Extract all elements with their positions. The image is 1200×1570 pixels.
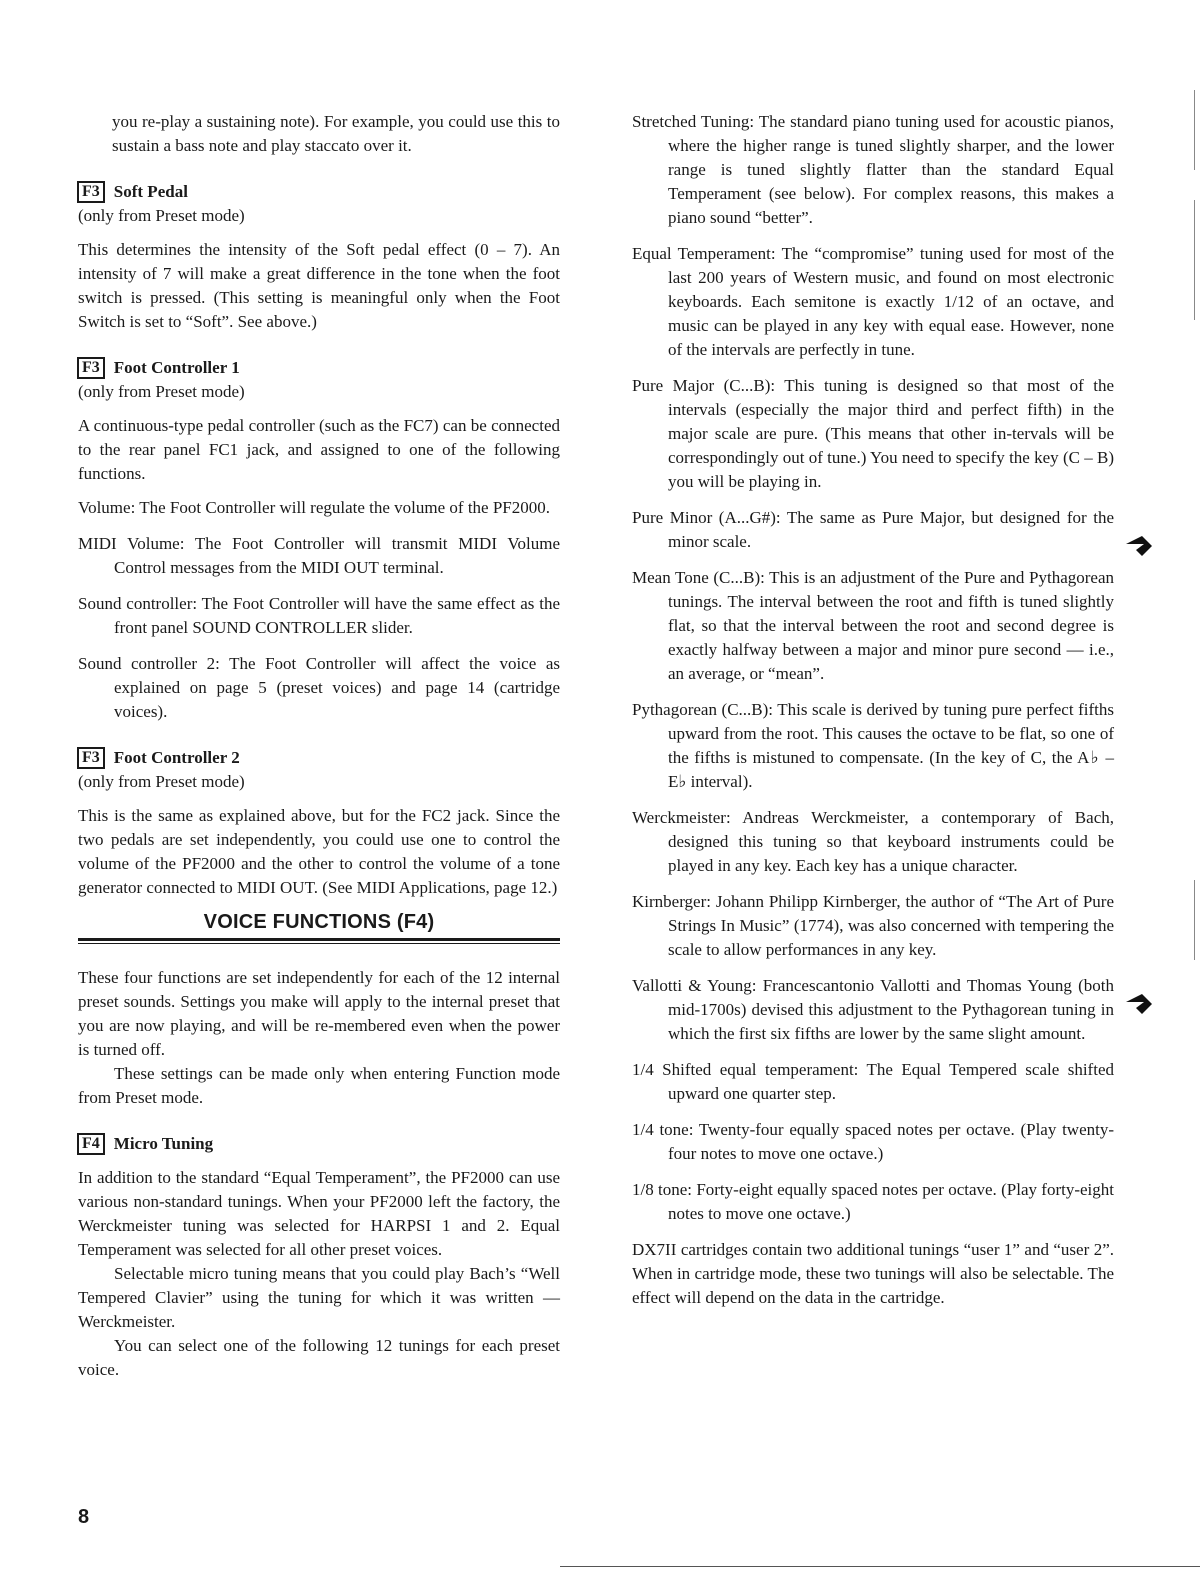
function-key-badge: F3: [78, 358, 104, 378]
section-heading-title: Soft Pedal: [113, 182, 188, 201]
function-key-badge: F3: [78, 182, 104, 202]
arrow-icon: [1124, 990, 1154, 1020]
scan-edge-mark: [1194, 90, 1195, 170]
foot-controller-1-heading: [78, 356, 560, 380]
micro-tuning-heading: [78, 1132, 560, 1156]
definition-item: Sound controller: The Foot Controller will have the same effect as the front panel SOUND CONTROLLER slider.: [78, 594, 560, 637]
tuning-item: Pythagorean (C...B): This scale is derived by tuning pure perfect fifths upward from the root. This causes the octave to be flat, so one of the fifths is mistuned to compensate. (In the key of C, the A♭ – E♭ interval).: [632, 700, 1114, 791]
mode-note: (only from Preset mode): [78, 382, 245, 401]
tuning-item: Kirnberger: Johann Philipp Kirnberger, the author of “The Art of Pure Strings In Music” (1774), was also concerned with tempering the scale to allow performances in any key.: [632, 892, 1114, 959]
arrow-icon: [1124, 532, 1154, 562]
tuning-item: Equal Temperament: The “compromise” tuning used for most of the last 200 years of Western music, and found on most electronic keyboards. Each semitone is exactly 1/12 of an octave, and music can be played in any key with equal ease. However, none of the intervals are perfectly in tune.: [632, 244, 1114, 359]
definition-item: Volume: The Foot Controller will regulate the volume of the PF2000.: [78, 498, 551, 517]
scan-edge-mark: [1194, 880, 1195, 960]
function-key-badge: F3: [78, 748, 104, 768]
section-rule: [78, 938, 560, 944]
tuning-item: 1/4 Shifted equal temperament: The Equal Tempered scale shifted upward one quarter step.: [632, 1060, 1114, 1103]
left-column: [78, 110, 560, 1382]
tuning-item: Pure Minor (A...G#): The same as Pure Major, but designed for the minor scale.: [632, 508, 1114, 551]
tuning-item: Stretched Tuning: The standard piano tuning used for acoustic pianos, where the higher range is tuned slightly sharper, and the lower range is tuned slightly flatter than the standard Equal Temperament (see below). For complex reasons, this makes a piano sound “better”.: [632, 112, 1114, 227]
intro-continuation: you re-play a sustaining note). For example, you could use this to sustain a bass note and play staccato over it.: [112, 112, 560, 155]
paragraph: A continuous-type pedal controller (such as the FC7) can be connected to the rear panel FC1 jack, and assigned to one of the following functions.: [78, 416, 560, 483]
paragraph: This determines the intensity of the Soft pedal effect (0 – 7). An intensity of 7 will make a great difference in the tone when the foot switch is pressed. (This setting is meaningful only when the Foot Switch is set to “Soft”. See above.): [78, 240, 560, 331]
closing-paragraph: DX7II cartridges contain two additional tunings “user 1” and “user 2”. When in cartridge mode, these two tunings will also be selectable. The effect will depend on the data in the cartridge.: [632, 1240, 1114, 1307]
soft-pedal-heading: [78, 180, 560, 204]
tuning-item: Werckmeister: Andreas Werckmeister, a contemporary of Bach, designed this tuning so that keyboard instruments could be played in any key. Each key has a unique character.: [632, 808, 1114, 875]
mode-note: (only from Preset mode): [78, 206, 245, 225]
section-heading-title: Foot Controller 1: [113, 358, 240, 377]
foot-controller-2-heading: [78, 746, 560, 770]
paragraph: You can select one of the following 12 tunings for each preset voice.: [78, 1336, 560, 1379]
definition-item: Sound controller 2: The Foot Controller will affect the voice as explained on page 5 (preset voices) and page 14 (cartridge voices).: [78, 654, 560, 721]
tuning-item: Pure Major (C...B): This tuning is designed so that most of the intervals (especially the major third and perfect fifth) in the major scale are pure. (This means that other in-tervals will be correspondingly out of tune.) You need to specify the key (C – B) you will be playing in.: [632, 376, 1114, 491]
tuning-item: 1/4 tone: Twenty-four equally spaced notes per octave. (Play twenty-four notes to move one octave.): [632, 1120, 1114, 1163]
paragraph: Selectable micro tuning means that you could play Bach’s “Well Tempered Clavier” using the tuning for which it was written — Werckmeister.: [78, 1264, 560, 1331]
voice-functions-title: VOICE FUNCTIONS (F4): [203, 911, 435, 933]
page-number: 8: [78, 1506, 90, 1528]
tuning-item: Vallotti & Young: Francescantonio Vallotti and Thomas Young (both mid-1700s) devised this adjustment to the Pythagorean tuning in which the first six fifths are lower by the same slight amount.: [632, 976, 1114, 1043]
tuning-item: Mean Tone (C...B): This is an adjustment of the Pure and Pythagorean tunings. The interval between the root and fifth is tuned slightly flat, so that the interval between the root and second degree is exactly halfway between a major and minor pure second — i.e., an average, or “mean”.: [632, 568, 1114, 683]
paragraph: This is the same as explained above, but for the FC2 jack. Since the two pedals are set independently, you could use one to control the volume of the PF2000 and the other to control the volume of a tone generator connected to MIDI OUT. (See MIDI Applications, page 12.): [78, 806, 560, 897]
scan-edge-mark: [1194, 200, 1195, 320]
definition-item: MIDI Volume: The Foot Controller will transmit MIDI Volume Control messages from the MIDI OUT terminal.: [78, 534, 560, 577]
paragraph: These settings can be made only when entering Function mode from Preset mode.: [78, 1064, 560, 1107]
section-heading-title: Micro Tuning: [113, 1134, 214, 1153]
mode-note: (only from Preset mode): [78, 772, 245, 791]
function-key-badge: F4: [78, 1134, 104, 1154]
bottom-rule: [560, 1566, 1200, 1567]
right-column: [632, 110, 1114, 1310]
paragraph: These four functions are set independently for each of the 12 internal preset sounds. Settings you make will apply to the internal preset that you are now playing, and will be re-membered even when the power is turned off.: [78, 968, 560, 1059]
paragraph: In addition to the standard “Equal Temperament”, the PF2000 can use various non-standard tunings. When your PF2000 left the factory, the Werckmeister tuning was selected for HARPSI 1 and 2. Equal Temperament was selected for all other preset voices.: [78, 1168, 560, 1259]
section-heading-title: Foot Controller 2: [113, 748, 240, 767]
tuning-item: 1/8 tone: Forty-eight equally spaced notes per octave. (Play forty-eight notes to move one octave.): [632, 1180, 1114, 1223]
